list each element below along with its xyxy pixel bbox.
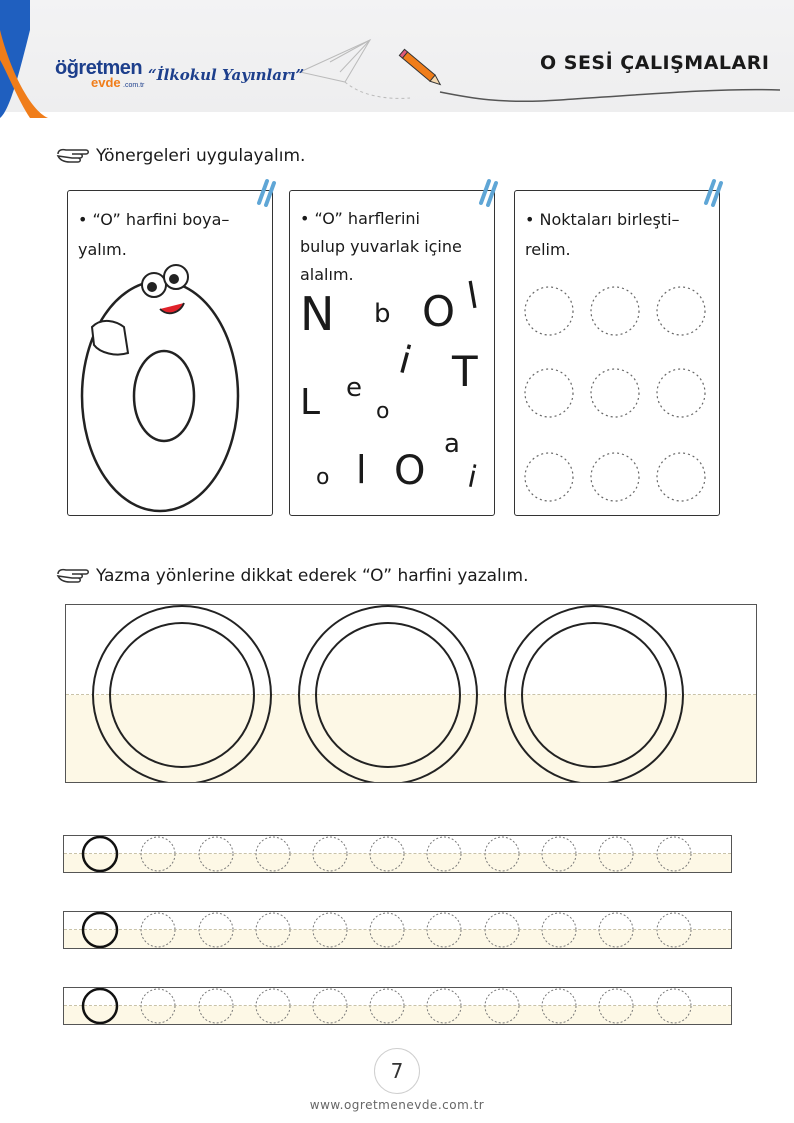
card-3-line-2: relim.	[525, 240, 571, 259]
trace-o-row	[64, 988, 731, 1024]
letter-tile[interactable]: o	[376, 399, 390, 424]
letter-tile[interactable]: i	[394, 337, 417, 383]
outline-o-outer	[299, 606, 477, 782]
card-color-letter	[67, 190, 273, 516]
letter-o-character-illustration[interactable]	[68, 261, 272, 515]
brand-logo	[55, 57, 145, 90]
dotted-circle	[591, 287, 639, 335]
letter-tile[interactable]: b	[374, 299, 391, 329]
dotted-circle	[591, 453, 639, 501]
letter-tile[interactable]: O	[422, 287, 456, 336]
letter-tile[interactable]: l	[356, 448, 367, 492]
card-1-text	[78, 205, 229, 265]
letter-tile[interactable]: T	[452, 347, 478, 396]
instruction-2-text: Yazma yönlerine dikkat ederek “O” harfini yazalım.	[96, 566, 529, 586]
card-2-text	[300, 205, 462, 289]
paper-clip-icon	[253, 177, 281, 207]
page-title: O SESİ ÇALIŞMALARI	[540, 52, 770, 74]
dotted-circle	[525, 453, 573, 501]
website-url: www.ogretmenevde.com.tr	[309, 1098, 485, 1112]
brand-domain-text: .com.tr	[123, 82, 145, 89]
trace-o-row	[64, 912, 731, 948]
model-letter-o	[83, 837, 117, 871]
card-1-line-2: yalım.	[78, 240, 127, 259]
letter-tile[interactable]: a	[444, 429, 460, 459]
writing-strip-1[interactable]	[63, 835, 732, 873]
writing-strip-3[interactable]	[63, 987, 732, 1025]
outline-letter-o-row[interactable]	[66, 605, 756, 782]
letter-tile[interactable]: o	[316, 465, 330, 490]
outline-o-outer	[505, 606, 683, 782]
dotted-circle	[657, 453, 705, 501]
pointing-hand-icon	[56, 144, 90, 168]
page-number: 7	[374, 1048, 420, 1094]
letter-tile[interactable]: i	[464, 459, 480, 496]
title-underline	[440, 90, 780, 102]
dotted-circle	[525, 287, 573, 335]
publisher-text: “İlkokul Yayınları”	[148, 66, 305, 84]
brand-main-text: öğretmen	[55, 57, 143, 79]
outline-o-inner	[110, 623, 254, 767]
card-3-text	[525, 205, 680, 265]
brand-sub-text: evde	[91, 75, 121, 90]
dotted-circle	[591, 369, 639, 417]
paper-clip-icon	[700, 177, 728, 207]
card-2-line-1: • “O” harflerini	[300, 209, 420, 228]
card-2-line-2: bulup yuvarlak içine	[300, 237, 462, 256]
card-1-line-1: • “O” harfini boya–	[78, 210, 230, 229]
dotted-circles-grid	[515, 281, 719, 511]
letter-tile[interactable]: L	[300, 382, 321, 423]
outline-o-outer	[93, 606, 271, 782]
outline-o-inner	[522, 623, 666, 767]
letter-tile[interactable]: l	[464, 275, 482, 318]
trace-o-row	[64, 836, 731, 872]
dotted-circle	[657, 287, 705, 335]
outline-o-inner	[316, 623, 460, 767]
paper-plane-icon	[300, 40, 410, 98]
tracing-panel-large	[65, 604, 757, 783]
model-letter-o	[83, 913, 117, 947]
instruction-2	[56, 566, 656, 592]
paper-clip-icon	[475, 177, 503, 207]
dotted-circle	[657, 369, 705, 417]
writing-strip-2[interactable]	[63, 911, 732, 949]
card-connect-dots	[514, 190, 720, 516]
letter-tile[interactable]: O	[394, 448, 426, 494]
pointing-hand-icon	[56, 564, 90, 588]
card-3-line-1: • Noktaları birleşti–	[525, 210, 680, 229]
model-letter-o	[83, 989, 117, 1023]
dotted-circle	[525, 369, 573, 417]
letter-tile[interactable]: e	[346, 373, 362, 403]
instruction-1-text: Yönergeleri uygulayalım.	[96, 146, 306, 166]
card-find-letters	[289, 190, 495, 516]
card-2-line-3: alalım.	[300, 265, 354, 284]
letter-tile[interactable]: N	[300, 287, 335, 341]
pencil-icon	[399, 49, 442, 87]
instruction-1	[56, 146, 556, 172]
